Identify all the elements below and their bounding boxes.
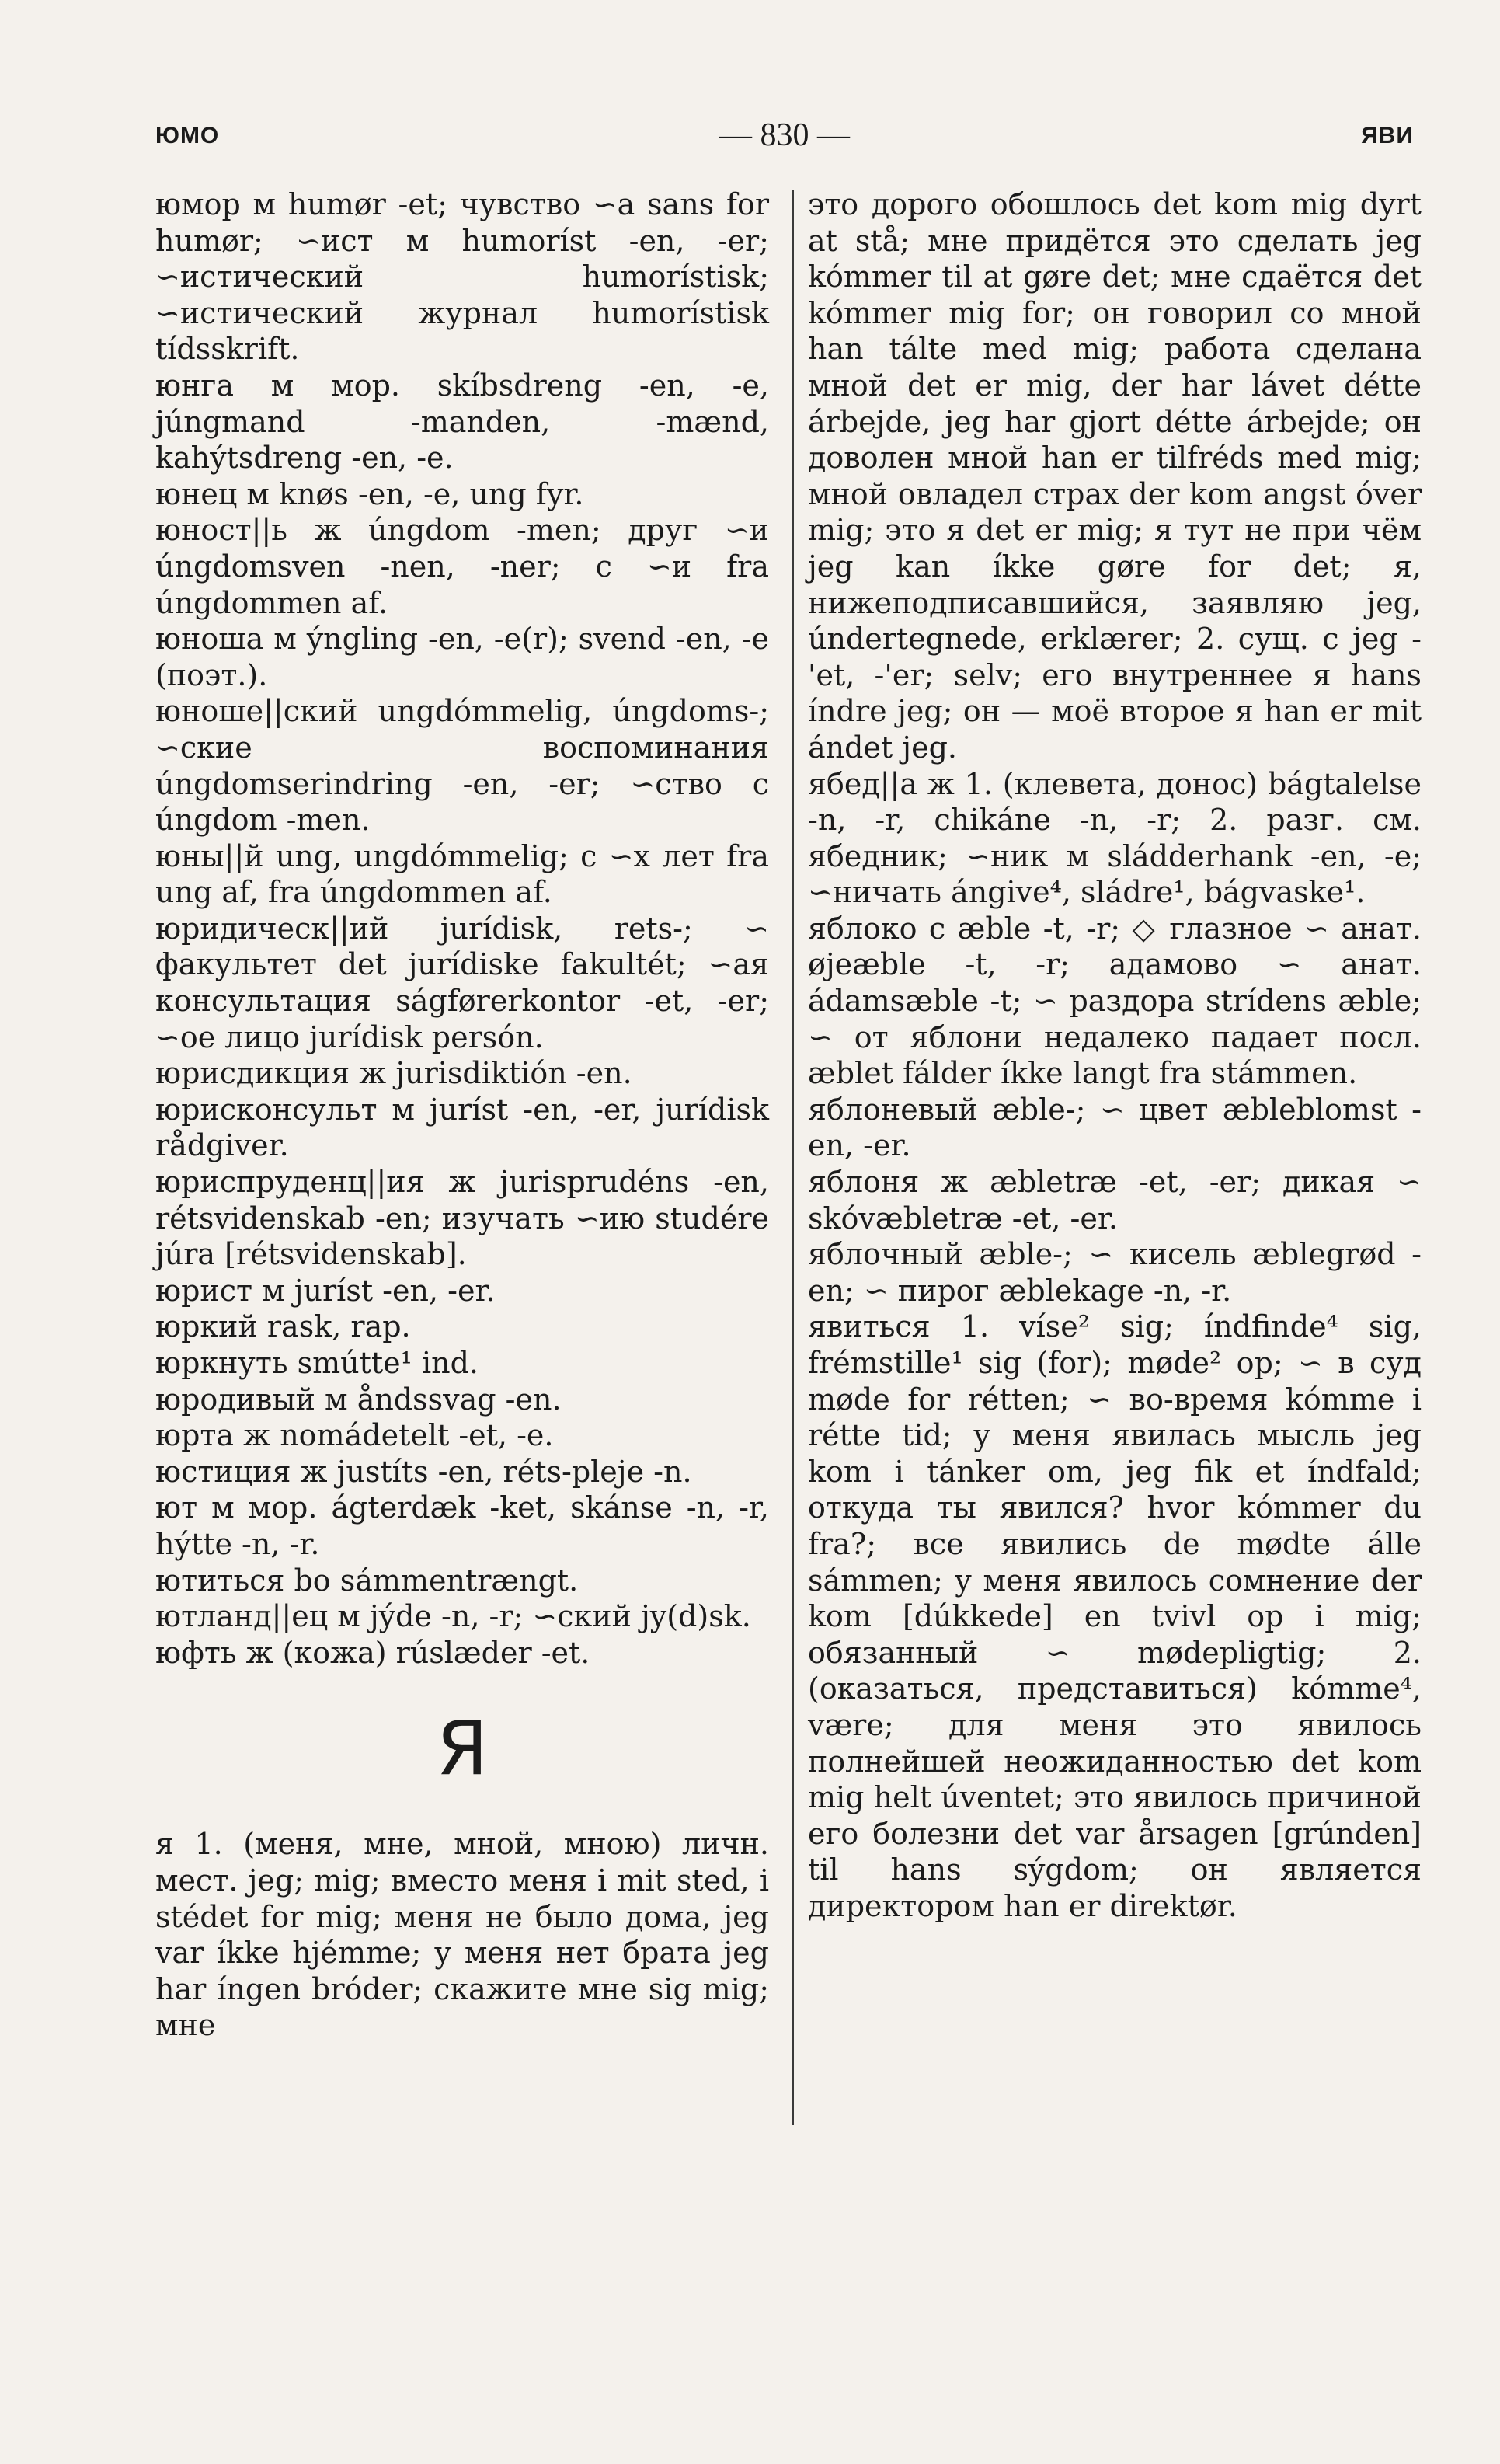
dictionary-entry: яблоня ж æbletræ -et, -er; дикая ∽ skóvæbletræ -et, -er.: [808, 1165, 1422, 1235]
dictionary-entry: юрта ж nomádetelt -et, -e.: [155, 1418, 554, 1453]
dictionary-entry: это дорого обошлось det kom mig dyrt at stå; мне придётся это сделать jeg kómmer til at gøre det; мне сдаётся det kómmer mig for; он говорил со мной han tálte med mig; работа сделана мной det er mig, der har lávet détte árbejde, jeg har gjort détte árbejde; он доволен мной han er tilfréds med mig; мной овладел страх der kom angst óver mig; это я det er mig; я тут не при чём jeg kan íkke gøre for det; я, нижеподписавшийся, заявляю jeg, úndertegnede, erklærer; 2. сущ. с jeg -'et, -'er; selv; его внутреннее я hans índre jeg; он — моё второе я han er mit ándet jeg.: [808, 187, 1422, 765]
dictionary-entry: яблоневый æble-; ∽ цвет æbleblomst -en, -er.: [808, 1092, 1422, 1163]
dictionary-entry: юрист м juríst -en, -er.: [155, 1273, 496, 1308]
dictionary-entry: яблочный æble-; ∽ кисель æblegrød -en; ∽ пирог æblekage -n, -r.: [808, 1237, 1422, 1308]
dictionary-entry: юмор м humør -et; чувство ∽а sans for humør; ∽ист м humoríst -en, -er; ∽истический humorístisk; ∽истический журнал humorístisk tídsskrift.: [155, 187, 769, 367]
dictionary-entry: ютланд||ец м jýde -n, -r; ∽ский jy(d)sk.: [155, 1599, 751, 1634]
dictionary-entry: юфть ж (кожа) rúslæder -et.: [155, 1635, 590, 1670]
dictionary-entry: юрисдикция ж jurisdiktión -en.: [155, 1056, 632, 1091]
dictionary-entry: ябед||а ж 1. (клевета, донос) bágtalelse -n, -r, chikáne -n, -r; 2. разг. см. ябедник; ∽ник м sládderhank -en, -e; ∽ничать ángive⁴, sládre¹, bágvaske¹.: [808, 766, 1422, 910]
dictionary-entry: я 1. (меня, мне, мной, мною) личн. мест. jeg; mig; вместо меня i mit sted, i stédet for mig; меня не было дома, jeg var íkke hjémme; у меня нет брата jeg har íngen bróder; скажите мне sig mig; мне: [155, 1827, 769, 2043]
header-right-guideword: ЯВИ: [1361, 123, 1414, 148]
dictionary-entry: юрисконсульт м juríst -en, -er, jurídisk rådgiver.: [155, 1092, 769, 1163]
left-column: [155, 186, 769, 2044]
dictionary-entry: юнга м мор. skíbsdreng -en, -e, júngmand -manden, -mænd, kahýtsdreng -en, -e.: [155, 368, 769, 476]
dictionary-entry: юродивый м åndssvag -en.: [155, 1382, 562, 1417]
dictionary-entry: юнец м knøs -en, -e, ung fyr.: [155, 476, 584, 511]
dictionary-entry: юны||й ung, ungdómmelig; с ∽х лет fra ung af, fra úngdommen af.: [155, 838, 769, 910]
dictionary-entry: яблоко с æble -t, -r; ◇ глазное ∽ анат. øjeæble -t, -r; адамово ∽ анат. ádamsæble -t; ∽ раздора strídens æble; ∽ от яблони недалеко падает посл. æblet fálder íkke langt fra stámmen.: [808, 911, 1422, 1091]
page-number: — 830 —: [719, 117, 850, 153]
dictionary-entry: юридическ||ий jurídisk, rets-; ∽ факультет det jurídiske fakultét; ∽ая консультация ságførerkontor -et, -er; ∽ое лицо jurídisk persón.: [155, 911, 769, 1054]
dictionary-entry: ют м мор. ágterdæk -ket, skánse -n, -r, hýtte -n, -r.: [155, 1490, 769, 1561]
dictionary-entry: ютиться bo sámmentrængt.: [155, 1563, 579, 1598]
column-divider: [792, 190, 794, 2125]
dictionary-entry: юноше||ский ungdómmelig, úngdoms-; ∽ские воспоминания úngdomserindring -en, -er; ∽ство с úngdom -men.: [155, 694, 769, 838]
dictionary-entry: юриспруденц||ия ж jurisprudéns -en, rétsvidenskab -en; изучать ∽ию studére júra [rétsvidenskab].: [155, 1165, 769, 1272]
right-column: [808, 186, 1422, 1925]
dictionary-entry: явиться 1. víse² sig; índfinde⁴ sig, frémstille¹ sig (for); møde² op; ∽ в суд møde for rétten; ∽ во-время kómme i rétte tid; у меня явилась мысль jeg kom i tánker om, jeg fik et índfald; откуда ты явился? hvor kómmer du fra?; все явились de mødte álle sámmen; у меня явилось сомнение der kom [dúkkede] en tvivl op i mig; обязанный ∽ mødepligtig; 2. (оказаться, представиться) kómme⁴, være; для меня это явилось полнейшей неожиданностью det kom mig helt úventet; это явилось причиной его болезни det var årsagen [grúnden] til hans sýgdom; он является директором han er direktør.: [808, 1309, 1422, 1923]
dictionary-entry: юност||ь ж úngdom -men; друг ∽и úngdomsven -nen, -ner; с ∽и fra úngdommen af.: [155, 513, 769, 620]
page-header: [155, 117, 1414, 163]
dictionary-entry: юноша м ýngling -en, -e(r); svend -en, -e (поэт.).: [155, 622, 769, 692]
dictionary-entry: юстиция ж justíts -en, réts-pleje -n.: [155, 1454, 692, 1489]
dictionary-entry: юркий rask, rap.: [155, 1309, 411, 1344]
section-letter-heading: Я: [436, 1705, 489, 1793]
dictionary-entry: юркнуть smútte¹ ind.: [155, 1346, 479, 1380]
header-left-guideword: ЮМО: [155, 123, 220, 148]
